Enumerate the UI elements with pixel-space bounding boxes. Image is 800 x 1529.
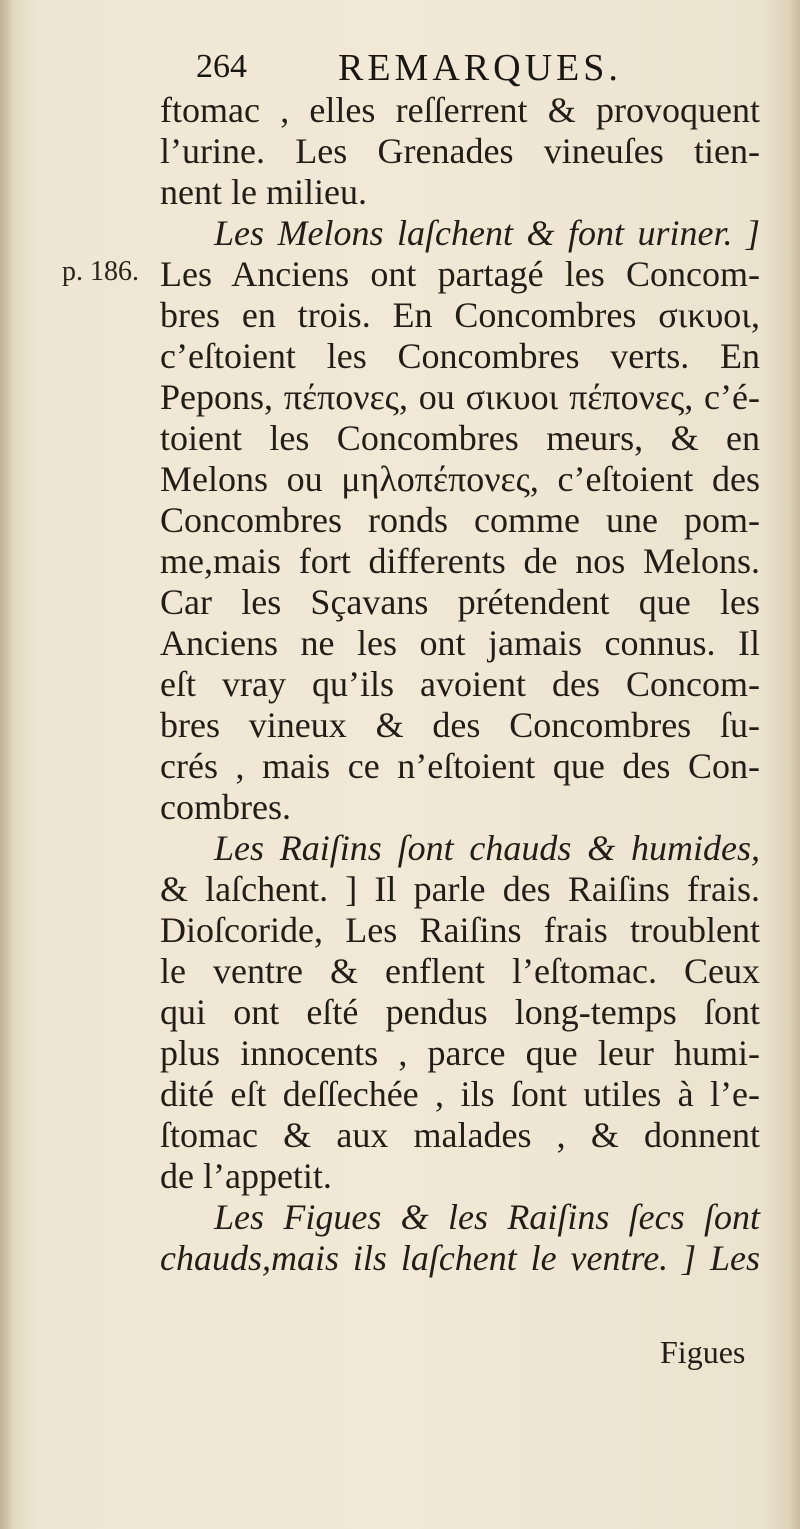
gutter-shadow	[0, 0, 14, 1529]
text-line: de l’appetit.	[160, 1156, 332, 1196]
text-line: plus innocents , parce que leur humi-	[160, 1033, 760, 1073]
text-line: Anciens ne les ont jamais connus. Il	[160, 623, 760, 663]
text-line: Melons ou μηλοπέπονες, c’eſtoient des	[160, 459, 760, 499]
text-line: qui ont eſté pendus long-temps ſont	[160, 992, 760, 1032]
running-title: REMARQUES.	[338, 47, 622, 89]
text-line: bres en trois. En Concombres σικυοι,	[160, 295, 760, 335]
page-edge	[790, 0, 800, 1529]
text-line: & laſchent. ] Il parle des Raiſins frais.	[160, 869, 760, 909]
text-line: bres vineux & des Concombres ſu-	[160, 705, 760, 745]
catchword: Figues	[660, 1334, 746, 1370]
text-line: eſt vray qu’ils avoient des Concom-	[160, 664, 760, 704]
page-header	[190, 42, 670, 94]
text-line: Les Figues & les Raiſins ſecs ſont	[214, 1197, 760, 1237]
text-line: dité eſt deſſechée , ils ſont utiles à l’e-	[160, 1074, 760, 1114]
text-line: ſtomac & aux malades , & donnent	[160, 1115, 760, 1155]
text-line: me,mais fort differents de nos Melons.	[160, 541, 760, 581]
text-line: Les Melons laſchent & font uriner. ]	[214, 213, 760, 253]
text-line: c’eſtoient les Concombres verts. En	[160, 336, 760, 376]
page-number: 264	[196, 48, 247, 85]
text-line: Pepons, πέπονες, ou σικυοι πέπονες, c’é-	[160, 377, 760, 417]
text-line: nent le milieu.	[160, 172, 367, 212]
text-line: Car les Sçavans prétendent que les	[160, 582, 760, 622]
text-line: toient les Concombres meurs, & en	[160, 418, 760, 458]
text-line: crés , mais ce n’eſtoient que des Con-	[160, 746, 760, 786]
text-line: chauds,mais ils laſchent le ventre. ] Les	[160, 1238, 760, 1278]
text-line: ftomac , elles reſſerrent & provoquent	[160, 90, 760, 130]
text-line: Concombres ronds comme une pom-	[160, 500, 760, 540]
text-line: Dioſcoride, Les Raiſins frais troublent	[160, 910, 760, 950]
text-line: Les Anciens ont partagé les Concom-	[160, 254, 760, 294]
text-line: le ventre & enflent l’eſtomac. Ceux	[160, 951, 760, 991]
text-line: l’urine. Les Grenades vineuſes tien-	[160, 131, 760, 171]
text-line: Les Raiſins ſont chauds & humides,	[214, 828, 760, 868]
margin-note: p. 186.	[62, 256, 139, 287]
body-text	[160, 90, 760, 1279]
text-line: combres.	[160, 787, 291, 827]
